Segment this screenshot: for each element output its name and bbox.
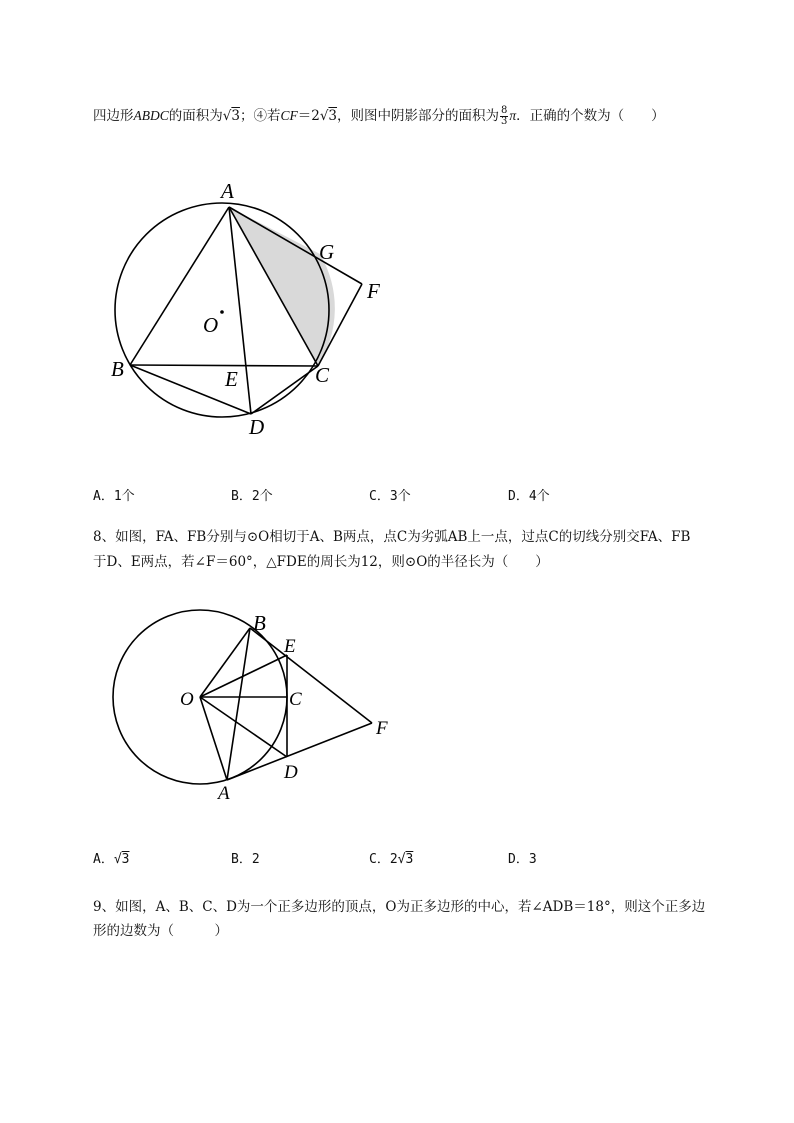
label-d: D bbox=[249, 415, 265, 439]
q7-option-c[interactable]: C．3个 bbox=[369, 489, 411, 504]
shaded-region bbox=[229, 207, 335, 366]
label-b-2: B bbox=[253, 611, 266, 635]
q7-cf: CF bbox=[280, 108, 298, 123]
label-c: C bbox=[315, 363, 330, 387]
frac-num: 8 bbox=[501, 105, 508, 116]
q9-line-1: 9、如图，A、B、C、D为一个正多边形的顶点，O为正多边形的中心，若∠ADB＝18°，则这个正多边 bbox=[93, 899, 706, 915]
q7-text: ＝2 bbox=[297, 108, 320, 124]
segment-ab bbox=[130, 207, 229, 365]
q7-text: ，则图中阴影部分的面积为 bbox=[337, 108, 500, 124]
q7-text: ．正确的个数为（ ） bbox=[516, 108, 665, 124]
opt-sqrt: 3 bbox=[121, 852, 130, 867]
q7-quad-name: ABDC bbox=[133, 108, 169, 123]
label-d-2: D bbox=[284, 762, 298, 783]
q7-text: 四边形 bbox=[93, 108, 134, 124]
q7-sqrt: 3 bbox=[231, 108, 240, 124]
segment-bf bbox=[250, 628, 372, 723]
label-f-2: F bbox=[376, 718, 388, 739]
q8-option-d[interactable]: D．3 bbox=[508, 852, 537, 867]
q9-line-2: 形的边数为（ ） bbox=[93, 923, 228, 939]
opt-sqrt: 3 bbox=[405, 852, 414, 867]
label-f: F bbox=[367, 279, 380, 303]
label-e-2: E bbox=[284, 636, 296, 657]
frac-den: 3 bbox=[501, 116, 508, 127]
label-a-2: A bbox=[218, 783, 230, 804]
label-b: B bbox=[111, 357, 124, 381]
segment-od bbox=[200, 697, 287, 757]
label-g: G bbox=[319, 240, 335, 264]
q8-option-a[interactable]: A．√3 bbox=[93, 852, 130, 867]
opt-prefix: A． bbox=[93, 852, 114, 867]
q8-line-1: 8、如图，FA、FB分别与⊙O相切于A、B两点，点C为劣弧AB上一点，过点C的切线分别交FA、FB bbox=[93, 529, 691, 545]
q7-text: ；④若 bbox=[239, 108, 281, 124]
q7-pi: π bbox=[509, 108, 517, 123]
segment-oa bbox=[200, 697, 227, 780]
segment-cd bbox=[251, 366, 318, 414]
q7-option-a[interactable]: A．1个 bbox=[93, 489, 135, 504]
q8-option-b[interactable]: B．2 bbox=[231, 852, 260, 867]
q7-option-d[interactable]: D．4个 bbox=[508, 489, 550, 504]
label-o-2: O bbox=[180, 689, 194, 710]
center-dot bbox=[220, 310, 224, 314]
segment-ob bbox=[200, 628, 250, 697]
q8-line-2: 于D、E两点，若∠F＝60°，△FDE的周长为12，则⊙O的半径长为（ ） bbox=[93, 554, 549, 570]
q7-option-b[interactable]: B．2个 bbox=[231, 489, 273, 504]
q8-option-c[interactable]: C．2√3 bbox=[369, 852, 414, 867]
segment-bc bbox=[130, 365, 318, 366]
label-c-2: C bbox=[289, 689, 302, 710]
label-a: A bbox=[221, 179, 234, 203]
label-e: E bbox=[225, 367, 238, 391]
label-o: O bbox=[203, 313, 219, 337]
q7-text: 的面积为 bbox=[168, 108, 223, 124]
q7-sqrt: 3 bbox=[328, 108, 338, 124]
q7-statement-tail: 四边形ABDC的面积为√3；④若CF＝2√3，则图中阴影部分的面积为 $\frac{8}{3}$ π．正确的个数为（ ） bbox=[93, 105, 665, 127]
opt-prefix: C．2 bbox=[369, 852, 398, 867]
segment-ab-2 bbox=[227, 628, 250, 780]
